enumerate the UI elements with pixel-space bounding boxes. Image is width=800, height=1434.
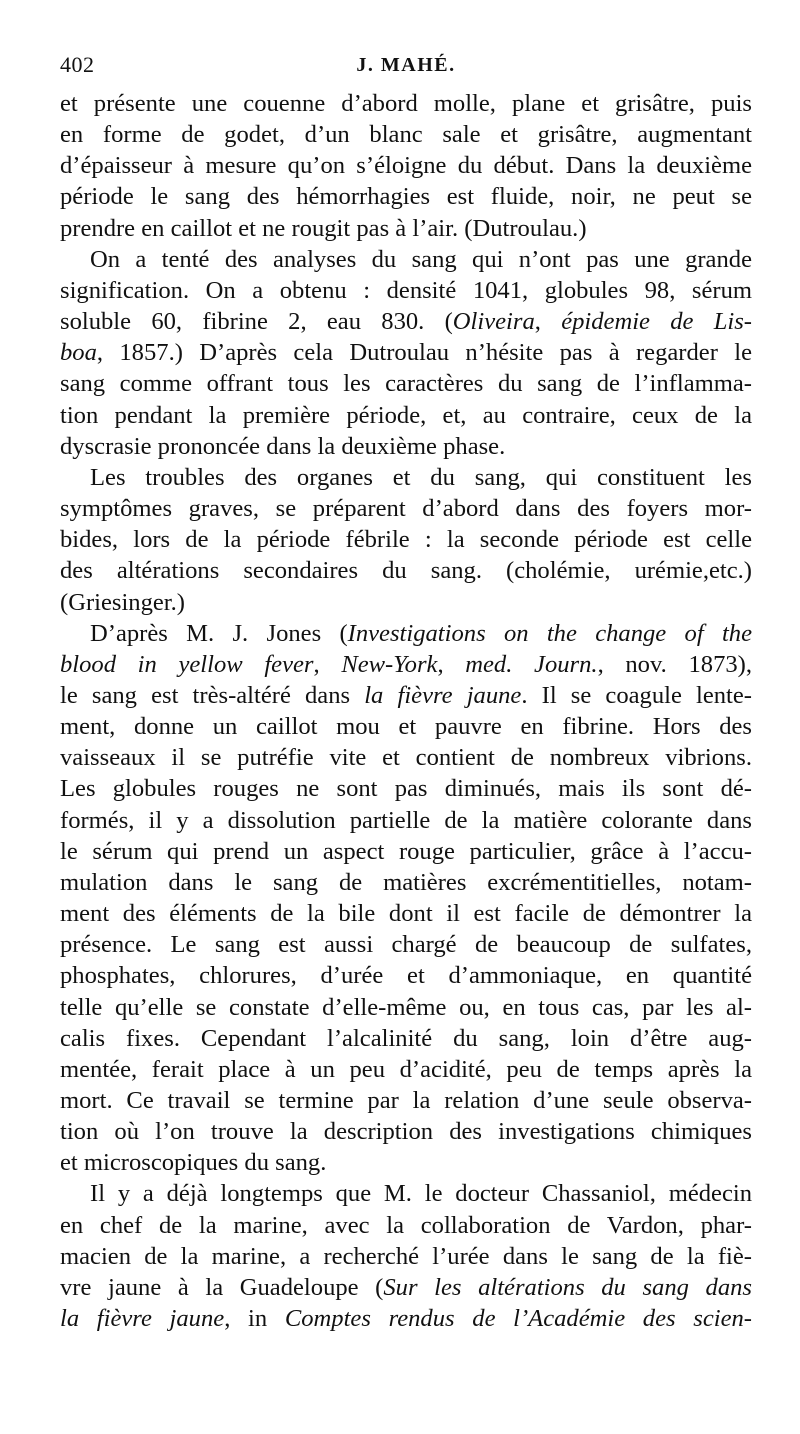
page-number: 402 xyxy=(60,52,95,77)
text-line: vre jaune à la Guadeloupe (Sur les altérations du sang dans xyxy=(60,1273,752,1301)
text-line: période le sang des hémorrhagies est fluide, noir, ne peut se xyxy=(60,183,752,211)
text-line: et microscopiques du sang. xyxy=(60,1149,327,1177)
italic-text: med. Journ. xyxy=(465,650,598,678)
text-line: Les globules rouges ne sont pas diminués, mais ils sont dé- xyxy=(60,775,752,803)
text-line: tion pendant la première période, et, au contraire, ceux de la xyxy=(60,401,752,429)
text-line: D’après M. J. Jones (Investigations on the change of the xyxy=(90,619,753,647)
text-line: ment, donne un caillot mou et pauvre en fibrine. Hors des xyxy=(60,713,752,741)
italic-text: épidemie de Lis- xyxy=(561,308,752,336)
text-line: soluble 60, fibrine 2, eau 830. (Oliveira, épidemie de Lis- xyxy=(60,308,752,336)
italic-text: la fièvre jaune xyxy=(364,681,522,709)
body-text xyxy=(60,88,752,1334)
italic-text: New-York xyxy=(341,650,438,678)
italic-text: Sur les altérations du sang dans xyxy=(383,1273,752,1301)
italic-text: Oliveira xyxy=(452,308,535,336)
text-line: prendre en caillot et ne rougit pas à l’air. (Dutroulau.) xyxy=(60,214,587,242)
text-line: bides, lors de la période fébrile : la seconde période est celle xyxy=(60,526,752,554)
text-line: ment des éléments de la bile dont il est facile de démontrer la xyxy=(60,900,752,928)
page-header xyxy=(60,52,752,82)
italic-text: la fièvre jaune xyxy=(60,1305,225,1333)
text-line: la fièvre jaune, in Comptes rendus de l’Académie des scien- xyxy=(60,1305,752,1333)
text-line: On a tenté des analyses du sang qui n’ont pas une grande xyxy=(90,245,752,273)
text-line: calis fixes. Cependant l’alcalinité du sang, loin d’être aug- xyxy=(60,1024,752,1052)
text-line: blood in yellow fever, New-York, med. Journ., nov. 1873), xyxy=(60,650,753,678)
text-line: phosphates, chlorures, d’urée et d’ammoniaque, en quantité xyxy=(60,962,752,990)
text-line: en forme de godet, d’un blanc sale et grisâtre, augmentant xyxy=(60,121,752,149)
text-line: présence. Le sang est aussi chargé de beaucoup de sulfates, xyxy=(60,931,752,959)
text-line: Il y a déjà longtemps que M. le docteur Chassaniol, médecin xyxy=(90,1180,752,1208)
text-line: dyscrasie prononcée dans la deuxième phase. xyxy=(60,432,506,460)
italic-text: blood in yellow fever xyxy=(60,650,314,678)
text-line: boa, 1857.) D’après cela Dutroulau n’hésite pas à regarder le xyxy=(60,339,752,367)
text-line: en chef de la marine, avec la collaboration de Vardon, phar- xyxy=(60,1211,752,1239)
text-line: des altérations secondaires du sang. (cholémie, urémie,etc.) xyxy=(60,557,752,585)
text-line: macien de la marine, a recherché l’urée dans le sang de la fiè- xyxy=(60,1242,752,1270)
italic-text: boa xyxy=(60,339,97,367)
text-line: symptômes graves, se préparent d’abord dans des foyers mor- xyxy=(60,495,752,523)
text-line: telle qu’elle se constate d’elle-même ou, en tous cas, par les al- xyxy=(60,993,752,1021)
text-line: sang comme offrant tous les caractères du sang de l’inflamma- xyxy=(60,370,752,398)
text-line: tion où l’on trouve la description des investigations chimiques xyxy=(60,1118,752,1146)
running-head: J. MAHÉ. xyxy=(356,54,456,76)
text-line: vaisseaux il se putréfie vite et contient de nombreux vibrions. xyxy=(60,744,752,772)
text-line: formés, il y a dissolution partielle de la matière colorante dans xyxy=(60,806,752,834)
italic-text: Comptes rendus de l’Académie des scien- xyxy=(284,1305,752,1333)
text-line: le sérum qui prend un aspect rouge particulier, grâce à l’accu- xyxy=(60,837,752,865)
text-line: mulation dans le sang de matières excrémentitielles, notam- xyxy=(60,868,752,896)
text-line: signification. On a obtenu : densité 1041, globules 98, sérum xyxy=(60,276,752,304)
text-line: (Griesinger.) xyxy=(60,588,185,616)
text-line: Les troubles des organes et du sang, qui constituent les xyxy=(90,463,752,491)
text-line: et présente une couenne d’abord molle, plane et grisâtre, puis xyxy=(60,90,752,117)
text-line: d’épaisseur à mesure qu’on s’éloigne du début. Dans la deuxième xyxy=(60,152,752,180)
italic-text: Investigations on the change of the xyxy=(347,619,753,647)
text-line: mentée, ferait place à un peu d’acidité, peu de temps après la xyxy=(60,1055,752,1083)
text-line: mort. Ce travail se termine par la relation d’une seule observa- xyxy=(60,1087,752,1114)
text-line: le sang est très-altéré dans la fièvre jaune. Il se coagule lente- xyxy=(60,681,753,709)
